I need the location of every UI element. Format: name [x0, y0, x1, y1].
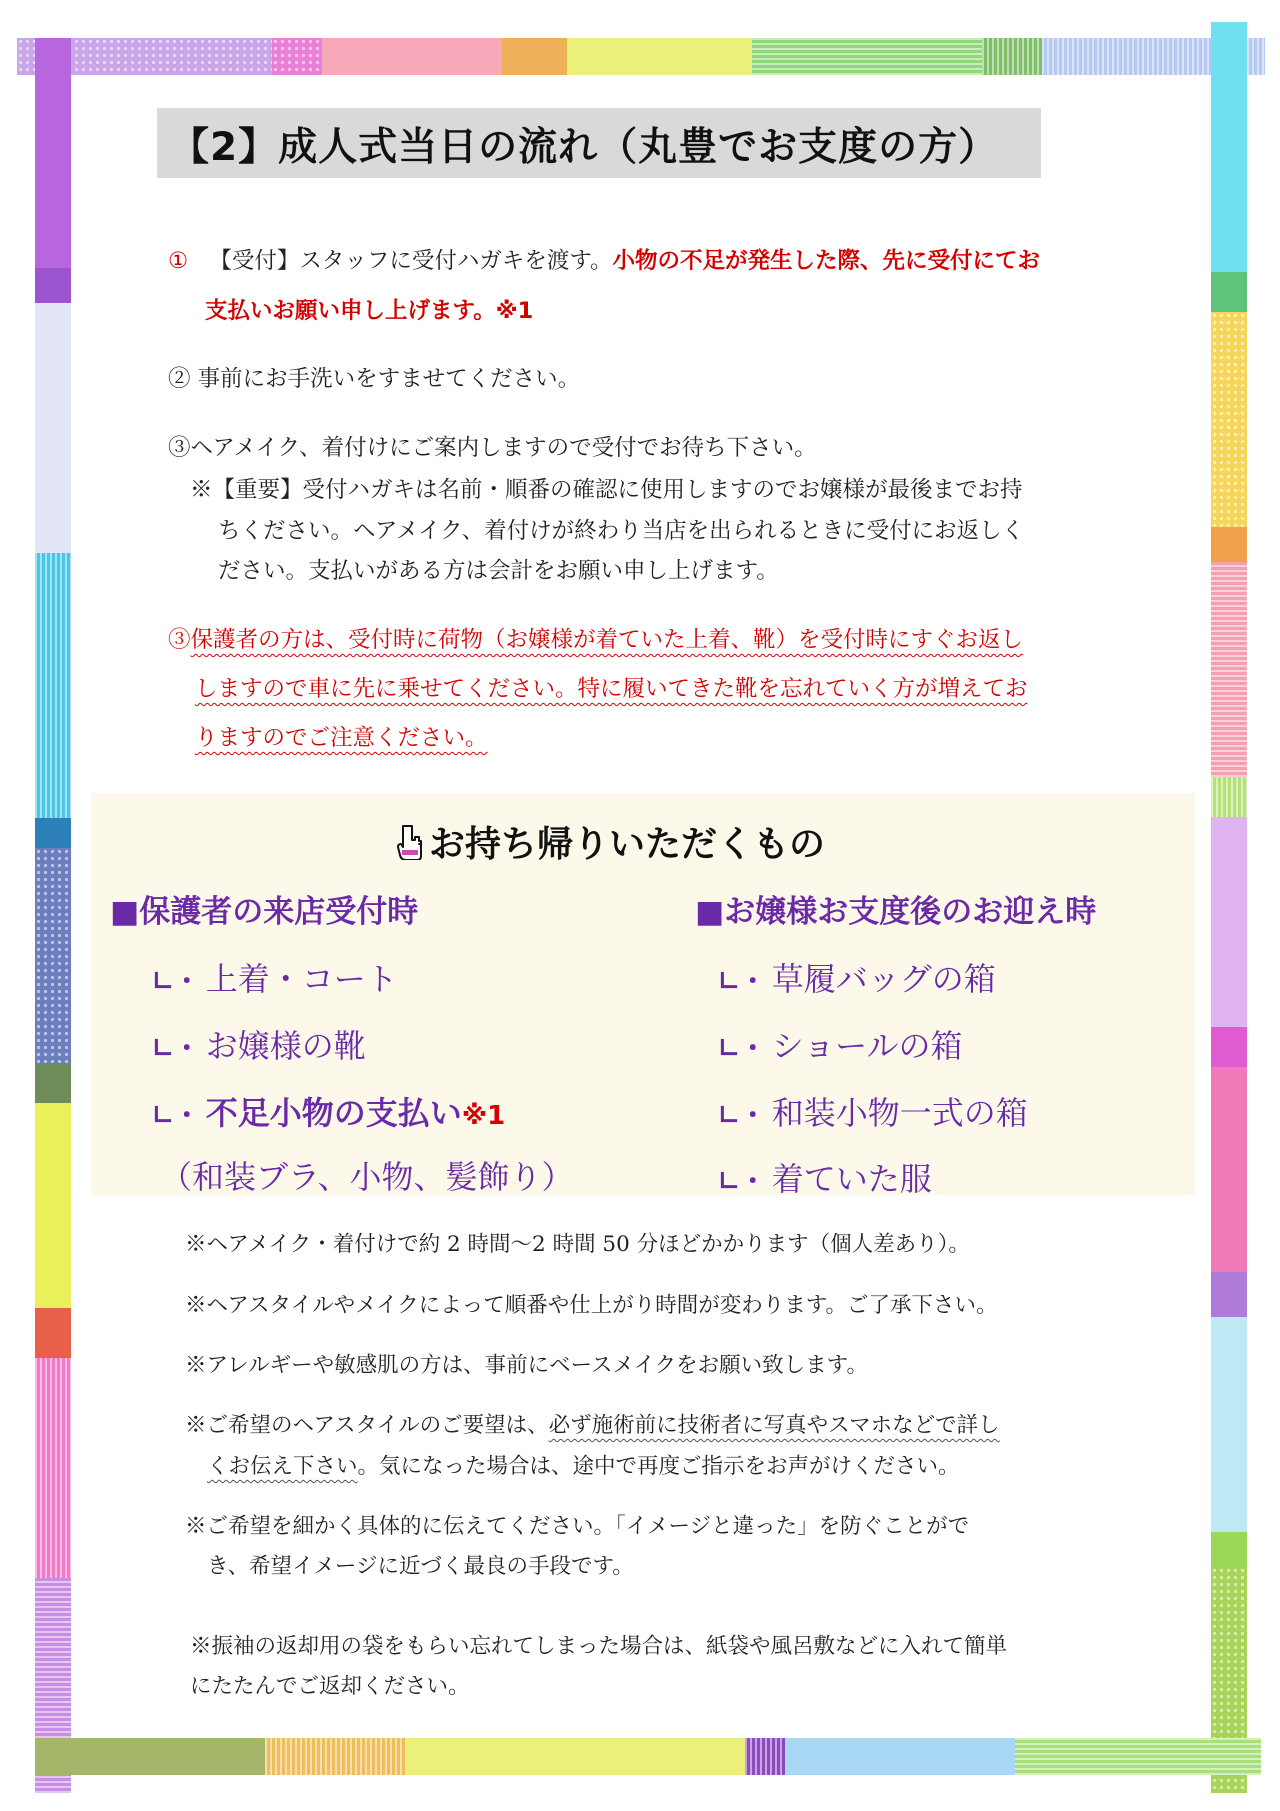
left-column-heading: ■保護者の来店受付時: [110, 894, 419, 930]
right-item-1: ∟・ 草履バッグの箱: [718, 960, 996, 998]
step-1-warning-b: 支払いお願い申し上げます。※1: [205, 298, 534, 324]
note-5-line-2: き、希望イメージに近づく最良の手段です。: [207, 1554, 634, 1579]
step-1-line-1: [168, 246, 1040, 276]
top-border: [17, 38, 1265, 75]
left-item-3-mark: ※1: [461, 1101, 506, 1131]
note-2: ※ヘアスタイルやメイクによって順番や仕上がり時間が変わります。ご了承下さい。: [185, 1293, 998, 1318]
left-border: [35, 38, 71, 1793]
bullet-marker: ∟・: [152, 967, 200, 997]
page-title: 【2】成人式当日の流れ（丸豊でお支度の方）: [170, 125, 999, 170]
bullet-marker: ∟・: [718, 1167, 766, 1197]
step-1-number: ①: [168, 248, 189, 274]
note-6-line-2: にたたんでご返却ください。: [190, 1674, 470, 1699]
pointing-hand-icon: [395, 824, 425, 860]
step-4-text-a: 保護者の方は、受付時に荷物（お嬢様が着ていた上着、靴）を受付時にすぐお返し: [190, 627, 1024, 653]
step-4-number: ③: [168, 627, 191, 653]
step-3-note-a: ※【重要】受付ハガキは名前・順番の確認に使用しますのでお嬢様が最後までお持: [190, 477, 1023, 503]
bullet-marker: ∟・: [152, 1101, 200, 1131]
left-item-3-sub: （和装ブラ、小物、髪飾り）: [160, 1158, 574, 1196]
note-6-line-1: ※振袖の返却用の袋をもらい忘れてしまった場合は、紙袋や風呂敷などに入れて簡単: [190, 1634, 1008, 1659]
bullet-marker: ∟・: [718, 1101, 766, 1131]
bottom-border: [35, 1738, 1261, 1775]
note-5-line-1: ※ご希望を細かく具体的に伝えてください。「イメージと違った」を防ぐことがで: [185, 1514, 970, 1539]
takeaway-title-row: [395, 816, 825, 867]
step-4-line-1: [168, 625, 1023, 655]
right-item-3: ∟・ 和装小物一式の箱: [718, 1094, 1028, 1132]
step-2: ② 事前にお手洗いをすませてください。: [168, 366, 581, 392]
left-item-2: ∟・ お嬢様の靴: [152, 1027, 366, 1065]
step-3-note-c: ださい。支払いがある方は会計をお願い申し上げます。: [218, 558, 779, 584]
right-column-heading: ■お嬢様お支度後のお迎え時: [695, 894, 1097, 930]
step-3-note-b: ちください。ヘアメイク、着付けが終わり当店を出られるときに受付にお返しく: [218, 518, 1025, 544]
bullet-marker: ∟・: [152, 1034, 200, 1064]
left-item-3: ∟・ 不足小物の支払い※1: [152, 1094, 506, 1132]
step-3: ③ヘアメイク、着付けにご案内しますので受付でお待ち下さい。: [168, 435, 817, 461]
step-1-warning-a: 小物の不足が発生した際、先に受付にてお: [612, 248, 1041, 274]
note-4-line-1: ※ご希望のヘアスタイルのご要望は、必ず施術前に技術者に写真やスマホなどで詳し: [185, 1413, 1000, 1438]
step-1-text: 【受付】スタッフに受付ハガキを渡す。: [209, 248, 613, 274]
left-item-1: ∟・ 上着・コート: [152, 960, 398, 998]
bullet-marker: ∟・: [718, 1034, 766, 1064]
step-4-text-c: りますのでご注意ください。: [195, 725, 488, 751]
step-4-text-b: しますので車に先に乗せてください。特に履いてきた靴を忘れていく方が増えてお: [195, 676, 1028, 702]
right-border: [1211, 22, 1247, 1793]
right-item-4: ∟・ 着ていた服: [718, 1160, 932, 1198]
note-1: ※ヘアメイク・着付けで約 2 時間〜2 時間 50 分ほどかかります（個人差あり）。: [185, 1232, 970, 1257]
right-item-2: ∟・ ショールの箱: [718, 1027, 963, 1065]
takeaway-title: お持ち帰りいただくもの: [429, 823, 826, 865]
note-3: ※アレルギーや敏感肌の方は、事前にベースメイクをお願い致します。: [185, 1353, 868, 1378]
note-4-line-2: くお伝え下さい。気になった場合は、途中で再度ご指示をお声がけください。: [207, 1454, 960, 1479]
bullet-marker: ∟・: [718, 967, 766, 997]
